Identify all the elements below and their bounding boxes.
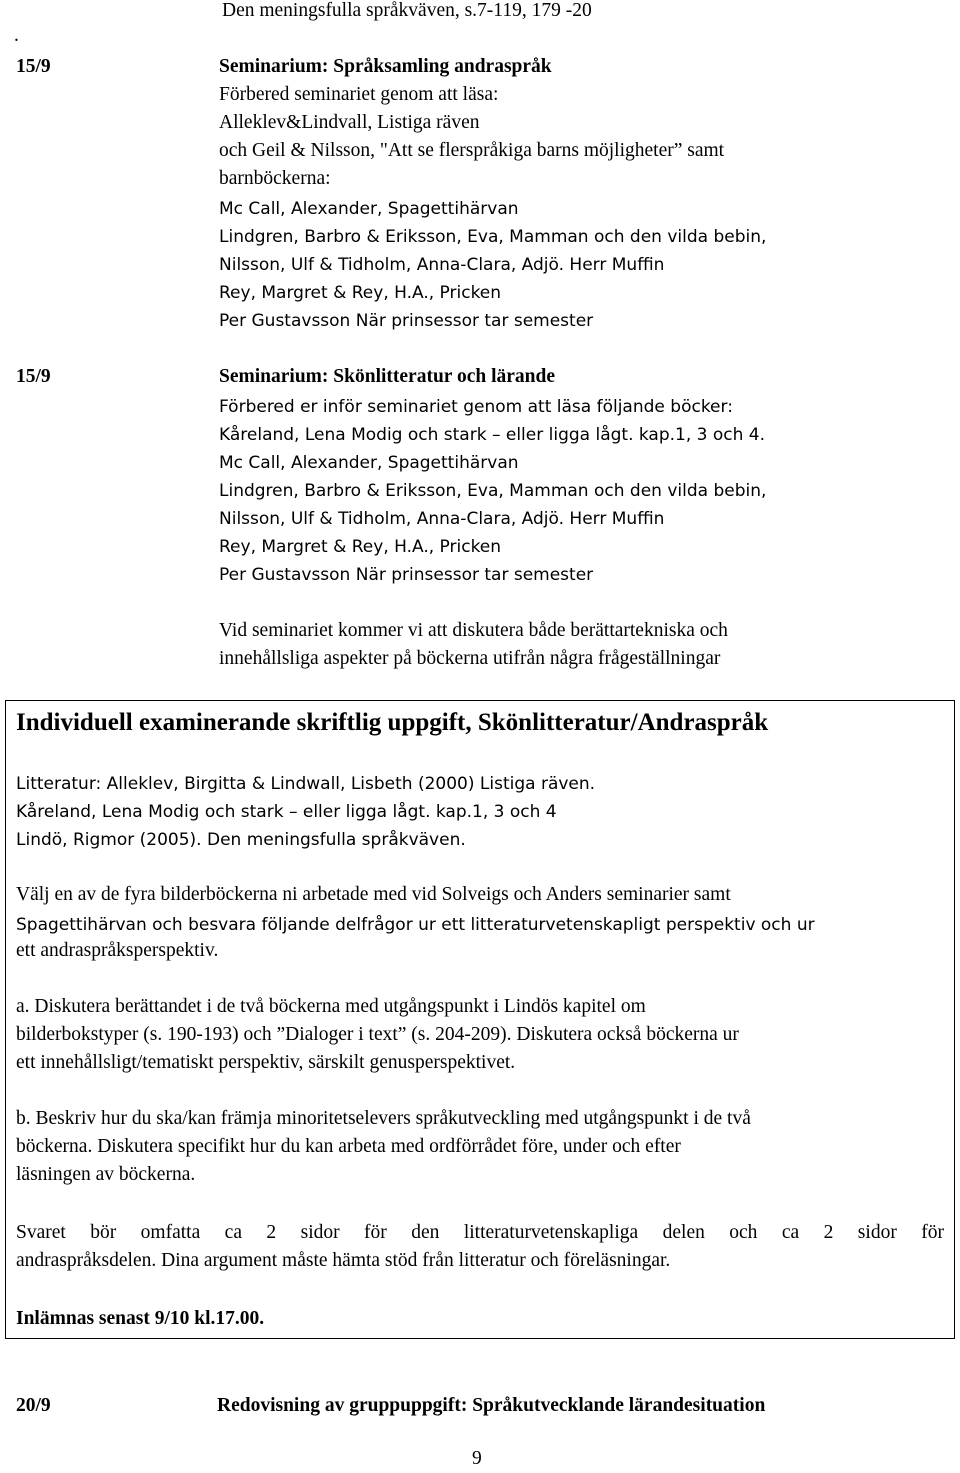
part-a-line: a. Diskutera berättandet i de två böckerna med utgångspunkt i Lindös kapitel om <box>16 996 646 1017</box>
page-number: 9 <box>472 1448 482 1469</box>
session-title: Seminarium: Språksamling andraspråk <box>219 56 552 77</box>
book-item: Mc Call, Alexander, Spagettihärvan <box>219 453 519 473</box>
reading-reference: Den meningsfulla språkväven, s.7-119, 179 -20 <box>222 0 592 21</box>
session-text-line: Kåreland, Lena Modig och stark – eller ligga lågt. kap.1, 3 och 4. <box>219 425 766 445</box>
session-note: Vid seminariet kommer vi att diskutera både berättartekniska och <box>219 620 728 641</box>
session-title: Seminarium: Skönlitteratur och lärande <box>219 366 556 387</box>
session-text-line: Förbered seminariet genom att läsa: <box>219 84 499 105</box>
part-a-line: bilderbokstyper (s. 190-193) och ”Dialoger i text” (s. 204-209). Diskutera också böckerna ur <box>16 1024 739 1045</box>
literature-line: Lindö, Rigmor (2005). Den meningsfulla språkväven. <box>16 830 466 850</box>
session-date: 20/9 <box>16 1395 51 1416</box>
part-b-line: b. Beskriv hur du ska/kan främja minoritetselevers språkutveckling med utgångspunkt i de två <box>16 1108 751 1129</box>
book-item: Mc Call, Alexander, Spagettihärvan <box>219 199 519 219</box>
book-item: Rey, Margret & Rey, H.A., Pricken <box>219 537 502 557</box>
book-item: Lindgren, Barbro & Eriksson, Eva, Mamman och den vilda bebin, <box>219 481 767 501</box>
session-note: innehållsliga aspekter på böckerna utifrån några frågeställningar <box>219 648 721 669</box>
session-text-line: och Geil & Nilsson, "Att se flerspråkiga barns möjligheter” samt <box>219 140 725 161</box>
book-item: Lindgren, Barbro & Eriksson, Eva, Mamman och den vilda bebin, <box>219 227 767 247</box>
book-item: Per Gustavsson När prinsessor tar semester <box>219 311 594 331</box>
session-date: 15/9 <box>16 56 51 77</box>
session-text-line: barnböckerna: <box>219 168 331 189</box>
book-item: Nilsson, Ulf & Tidholm, Anna-Clara, Adjö. Herr Muffin <box>219 509 665 529</box>
literature-line: Kåreland, Lena Modig och stark – eller ligga lågt. kap.1, 3 och 4 <box>16 802 557 822</box>
assignment-heading: Individuell examinerande skriftlig uppgift, Skönlitteratur/Andraspråk <box>16 709 769 736</box>
assignment-intro-line: Spagettihärvan och besvara följande delfrågor ur ett litteraturvetenskapligt perspektiv och ur <box>16 915 815 935</box>
session-date: 15/9 <box>16 366 51 387</box>
session-title: Redovisning av gruppuppgift: Språkutvecklande lärandesituation <box>217 1395 766 1416</box>
book-item: Per Gustavsson När prinsessor tar semester <box>219 565 594 585</box>
literature-line: Litteratur: Alleklev, Birgitta & Lindwall, Lisbeth (2000) Listiga räven. <box>16 774 596 794</box>
deadline: Inlämnas senast 9/10 kl.17.00. <box>16 1308 265 1329</box>
answer-length-line: andraspråksdelen. Dina argument måste hämta stöd från litteratur och föreläsningar. <box>16 1250 671 1271</box>
assignment-intro-line: ett andraspråksperspektiv. <box>16 940 219 961</box>
part-b-line: läsningen av böckerna. <box>16 1164 196 1185</box>
assignment-intro-line: Välj en av de fyra bilderböckerna ni arbetade med vid Solveigs och Anders seminarier samt <box>16 884 731 905</box>
session-text-line: Alleklev&Lindvall, Listiga räven <box>219 112 480 133</box>
part-b-line: böckerna. Diskutera specifikt hur du kan arbeta med ordförrådet före, under och efter <box>16 1136 681 1157</box>
stray-dot: . <box>14 25 19 46</box>
answer-length-line: Svaret bör omfatta ca 2 sidor för den litteraturvetenskapliga delen och ca 2 sidor för <box>16 1222 944 1243</box>
session-text-line: Förbered er inför seminariet genom att läsa följande böcker: <box>219 397 733 417</box>
book-item: Nilsson, Ulf & Tidholm, Anna-Clara, Adjö. Herr Muffin <box>219 255 665 275</box>
part-a-line: ett innehållsligt/tematiskt perspektiv, särskilt genusperspektivet. <box>16 1052 516 1073</box>
book-item: Rey, Margret & Rey, H.A., Pricken <box>219 283 502 303</box>
